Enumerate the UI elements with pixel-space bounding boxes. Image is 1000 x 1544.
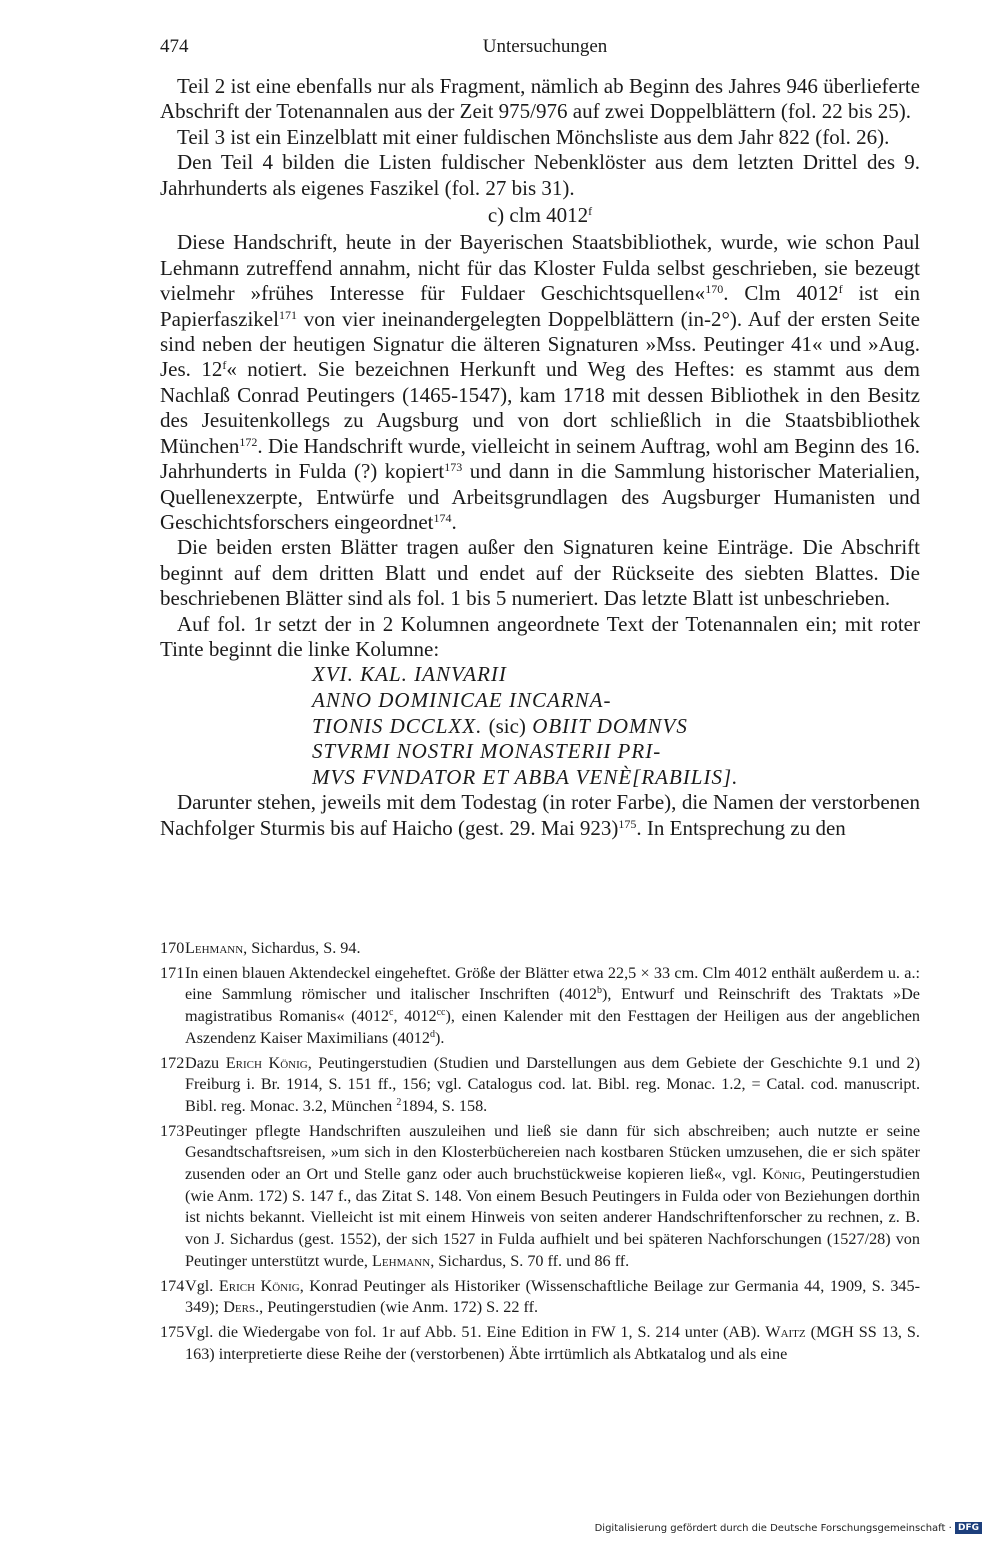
paragraph-teil-2: Teil 2 ist eine ebenfalls nur als Fragment, nämlich ab Beginn des Jahres 946 überlieferte Abschrift der Totenannalen aus der Zeit 975/976 auf zwei Doppelblättern (fol. 22 bis 25). [160,74,920,124]
running-title: Untersuchungen [482,36,608,57]
text: ist ein Papierfaszikel [160,281,920,331]
text: . Die Handschrift wurde, vielleicht in seinem Auftrag, wohl am Beginn des 16. Jahrhunderts in Fulda (?) kopiert [160,433,920,484]
text: ), einen Kalender mit den Festtagen der Heiligen aus der angeblichen Aszendenz Kaiser Maximilians (4012 [185,1007,920,1047]
quote-text: OBIIT DOMNVS [525,713,688,738]
text: 1894, S. 158. [401,1096,488,1115]
section-heading-sup: f [588,204,593,219]
text: . [451,509,457,534]
author-name: Ders. [223,1298,260,1317]
footnote-number: 172 [160,1053,185,1072]
text: Vgl. [185,1276,219,1295]
footnote-number: 170 [160,939,185,957]
page-number: 474 [160,36,189,57]
footnote-ref-175: 175 [618,816,637,831]
text: und dann in die Sammlung historischer Materialien, Quellenexzerpte, Entwürfe und Arbeitsgrundlagen des Augsburger Humanisten und Geschichtsforschers eingeordnet [160,459,920,534]
funding-credit: Digitalisierung gefördert durch die Deutsche Forschungsgemeinschaft · DFG [595,1522,982,1534]
text: , Sichardus, S. 94. [243,939,361,957]
author-name: Erich König [218,1276,300,1295]
footnote-ref-171: 171 [278,307,297,322]
text: von vier ineinandergelegten Doppelblättern (in-2°). Auf der ersten Seite sind neben der heutigen Signatur die älteren Signaturen »Mss. Peutinger 41« und »Aug. Jes. 12 [160,306,920,382]
section-heading [160,203,920,228]
superscript: c [389,1007,394,1019]
footnote-number: 175 [160,1322,185,1341]
author-name: Erich König [225,1053,308,1072]
paragraph-nachfolger [160,790,920,841]
text: , 4012 [393,1007,437,1026]
footnote-ref-172: 172 [239,434,258,449]
text: . In Entsprechung zu den [636,815,846,840]
text: (MGH SS 13, S. 163) interpretierte diese Reihe der (verstorbenen) Äbte irrtümlich als Abtkatalog und als eine [185,1322,920,1363]
quote-line: XVI. KAL. IANVARII [312,662,507,687]
quote-line: ANNO DOMINICAE INCARNA- [312,687,612,712]
text: . Clm 4012 [723,281,839,306]
text: , Peutingerstudien (Studien und Darstellungen aus dem Gebiete der Geschichte 9.1 und 2) Freiburg i. Br. 1914, S. 151 ff., 156; vgl. Catalogus cod. lat. Bibl. reg. Monac. 1.2, = Catal. cod. manuscript. Bibl. reg. Monac. 3.2, München [185,1053,920,1115]
author-name: Lehmann [185,939,244,957]
footnote-text [185,963,920,1050]
text: In einen blauen Aktendeckel eingeheftet. Größe der Blätter etwa 22,5 × 33 cm. Clm 4012 enthält außerdem u. a.: eine Sammlung römischer und italischer Inschriften (4012 [185,963,920,1004]
text: Darunter stehen, jeweils mit dem Todestag (in roter Farbe), die Namen der verstorbenen Nachfolger Sturmis bis auf Haicho (gest. 29. Mai 923) [160,790,920,840]
footnote-text [185,1121,920,1273]
quote-line [312,714,920,740]
quote-line: STVRMI NOSTRI MONASTERII PRI- [312,739,662,764]
text: Diese Handschrift, heute in der Bayerischen Staatsbibliothek, wurde, wie schon Paul Lehmann zutreffend annahm, nicht für das Kloster Fulda selbst geschrieben, sie bezeugt vielmehr »frühes Interesse für Fuldaer Geschichtsquellen« [160,230,920,306]
text: , Konrad Peutinger als Historiker (Wissenschaftliche Beilage zur Germania 44, 1909, S. 345-349); [185,1276,921,1317]
footnote-text [185,1276,920,1319]
quote-text: TIONIS DCCLXX. [312,713,489,738]
paragraph-fol-1r: Auf fol. 1r setzt der in 2 Kolumnen angeordnete Text der Totenannalen ein; mit roter Tinte beginnt die linke Kolumne: [160,611,920,661]
footnote-172 [160,1053,920,1118]
superscript-f: f [222,358,227,373]
footnote-171 [160,963,920,1050]
text: Peutinger pflegte Handschriften auszuleihen und ließ sie dann für sich abschreiben; auch nutzte er seine Gesandtschaftsreisen, »um sich in den Klosterbüchereien nach kostbaren Stücken umzusehen, die er sich später zusenden oder an Ort und Stelle ganz oder auch bruchstückweise kopieren ließ«, vgl. [185,1121,920,1184]
footnote-ref-170: 170 [705,282,724,297]
text: « notiert. Sie bezeichnen Herkunft und Weg des Heftes: es stammt aus dem Nachlaß Conrad Peutingers (1465-1547), kam 1718 mit dessen Bibliothek in den Besitz des Jesuitenkollegs zu Augsburg und von dort schließlich in die Staatsbibliothek München [160,357,920,458]
paragraph-teil-4: Den Teil 4 bilden die Listen fuldischer Nebenklöster aus dem letzten Drittel des 9. Jahrhunderts als eigenes Faszikel (fol. 27 bis 31). [160,150,920,200]
superscript: d [430,1028,435,1040]
footnote-173 [160,1121,920,1273]
footnote-175 [160,1322,920,1365]
dfg-logo: DFG [955,1522,982,1534]
footnote-text [185,1053,920,1118]
section-heading-text: c) clm 4012 [487,203,589,228]
text: , Peutingerstudien (wie Anm. 172) S. 147 f., das Zitat S. 148. Von einem Besuch Peutingers in Fulda oder von Beziehungen dorthin ist nichts bekannt. Vielleicht ist mit einem Hinweis von seiten anderer Handschriftenforscher zu rechnen, z. B. von J. Sichardus (gest. 1552), der sich 1527 in Fulda aufhielt und bei späteren Nachforschungen (1527/28) von Peutinger unterstützt wurde, [185,1165,920,1270]
text: Dazu [185,1053,226,1072]
footnote-ref-173: 173 [444,460,463,475]
superscript: b [596,985,602,997]
text: , Peutingerstudien (wie Anm. 172) S. 22 ff. [259,1298,539,1317]
footnote-text [185,1322,920,1365]
footnote-number: 173 [160,1121,185,1140]
text: ). [435,1028,445,1047]
footnote-170 [160,938,920,960]
author-name: König [762,1165,802,1184]
superscript: cc [436,1007,446,1019]
funding-credit-text: Digitalisierung gefördert durch die Deutsche Forschungsgemeinschaft [594,1523,946,1534]
paragraph-handschrift [160,230,920,535]
quote-line: MVS FVNDATOR ET ABBA VENÈ[RABILIS]. [312,764,739,789]
footnote-number: 171 [160,963,185,982]
sic-marker: (sic) [488,713,526,738]
paragraph-blaetter: Die beiden ersten Blätter tragen außer den Signaturen keine Einträge. Die Abschrift beginnt auf dem dritten Blatt und endet auf der Rückseite des siebten Blattes. Die beschriebenen Blätter sind als fol. 1 bis 5 numeriert. Das letzte Blatt ist unbeschrieben. [160,535,920,611]
footnote-number: 174 [160,1276,185,1295]
footnotes [160,938,920,1368]
author-name: Lehmann [372,1251,431,1270]
text: ), Entwurf und Reinschrift des Traktats »De magistratibus Romanis« (4012 [185,985,920,1026]
footnote-text [185,938,920,960]
footnote-ref-174: 174 [433,510,452,525]
superscript: 2 [396,1096,402,1108]
author-name: Waitz [765,1322,806,1341]
footnote-174 [160,1276,920,1319]
quotation-block [312,662,920,790]
paragraph-teil-3: Teil 3 ist ein Einzelblatt mit einer fuldischen Mönchsliste aus dem Jahr 822 (fol. 26). [177,124,890,149]
body-text [160,74,920,841]
superscript-f: f [838,282,843,297]
text: , Sichardus, S. 70 ff. und 86 ff. [430,1251,630,1270]
text: Vgl. die Wiedergabe von fol. 1r auf Abb. 51. Eine Edition in FW 1, S. 214 unter (AB). [185,1322,766,1341]
